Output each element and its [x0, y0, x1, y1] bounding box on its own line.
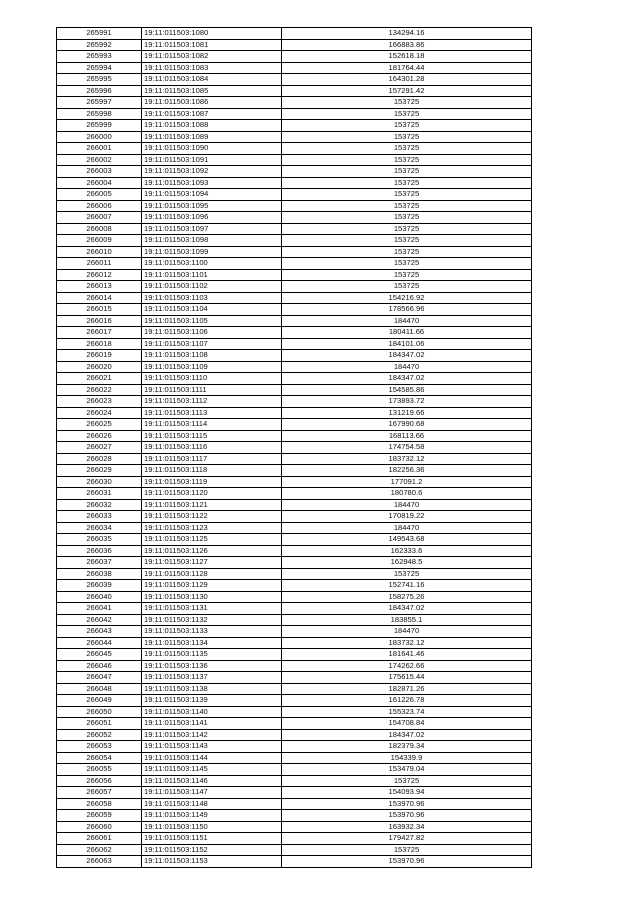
table-row	[57, 28, 532, 40]
row-id-cell: 266036	[57, 545, 142, 557]
row-id-cell: 266039	[57, 580, 142, 592]
value-cell: 153725	[282, 235, 532, 247]
row-id-cell: 266049	[57, 695, 142, 707]
table-row	[57, 51, 532, 63]
table-row	[57, 143, 532, 155]
table-row	[57, 361, 532, 373]
table-row	[57, 62, 532, 74]
cadastral-number-cell: 19:11:011503:1104	[142, 304, 282, 316]
cadastral-number-cell: 19:11:011503:1105	[142, 315, 282, 327]
table-row	[57, 637, 532, 649]
value-cell: 170819.22	[282, 511, 532, 523]
value-cell: 180411.66	[282, 327, 532, 339]
cadastral-number-cell: 19:11:011503:1136	[142, 660, 282, 672]
table-row	[57, 672, 532, 684]
value-cell: 154708.84	[282, 718, 532, 730]
row-id-cell: 266015	[57, 304, 142, 316]
value-cell: 177091.2	[282, 476, 532, 488]
row-id-cell: 266013	[57, 281, 142, 293]
value-cell: 182256.36	[282, 465, 532, 477]
row-id-cell: 266060	[57, 821, 142, 833]
value-cell: 153725	[282, 281, 532, 293]
value-cell: 154093.94	[282, 787, 532, 799]
table-row	[57, 281, 532, 293]
table-row	[57, 189, 532, 201]
cadastral-number-cell: 19:11:011503:1146	[142, 775, 282, 787]
table-row	[57, 557, 532, 569]
row-id-cell: 265998	[57, 108, 142, 120]
value-cell: 180780.6	[282, 488, 532, 500]
row-id-cell: 266034	[57, 522, 142, 534]
table-row	[57, 97, 532, 109]
value-cell: 153479.04	[282, 764, 532, 776]
cadastral-number-cell: 19:11:011503:1150	[142, 821, 282, 833]
value-cell: 174262.66	[282, 660, 532, 672]
row-id-cell: 266031	[57, 488, 142, 500]
cadastral-number-cell: 19:11:011503:1141	[142, 718, 282, 730]
value-cell: 153970.96	[282, 810, 532, 822]
value-cell: 153725	[282, 844, 532, 856]
value-cell: 153725	[282, 166, 532, 178]
table-row	[57, 396, 532, 408]
value-cell: 184347.02	[282, 373, 532, 385]
value-cell: 184470	[282, 499, 532, 511]
table-row	[57, 522, 532, 534]
cadastral-number-cell: 19:11:011503:1099	[142, 246, 282, 258]
value-cell: 184470	[282, 315, 532, 327]
table-row	[57, 246, 532, 258]
table-row	[57, 269, 532, 281]
value-cell: 184347.02	[282, 350, 532, 362]
row-id-cell: 266048	[57, 683, 142, 695]
table-row	[57, 315, 532, 327]
row-id-cell: 266007	[57, 212, 142, 224]
table-row	[57, 292, 532, 304]
table-body	[57, 28, 532, 868]
cadastral-number-cell: 19:11:011503:1137	[142, 672, 282, 684]
cadastral-number-cell: 19:11:011503:1118	[142, 465, 282, 477]
table-row	[57, 131, 532, 143]
table-row	[57, 212, 532, 224]
row-id-cell: 266061	[57, 833, 142, 845]
row-id-cell: 266038	[57, 568, 142, 580]
cadastral-number-cell: 19:11:011503:1107	[142, 338, 282, 350]
table-row	[57, 430, 532, 442]
row-id-cell: 266011	[57, 258, 142, 270]
cadastral-number-cell: 19:11:011503:1119	[142, 476, 282, 488]
table-row	[57, 488, 532, 500]
table-row	[57, 534, 532, 546]
value-cell: 168113.66	[282, 430, 532, 442]
value-cell: 153725	[282, 775, 532, 787]
value-cell: 161226.78	[282, 695, 532, 707]
row-id-cell: 266029	[57, 465, 142, 477]
table-row	[57, 499, 532, 511]
cadastral-number-cell: 19:11:011503:1123	[142, 522, 282, 534]
row-id-cell: 266018	[57, 338, 142, 350]
row-id-cell: 266024	[57, 407, 142, 419]
cadastral-number-cell: 19:11:011503:1132	[142, 614, 282, 626]
table-row	[57, 591, 532, 603]
cadastral-number-cell: 19:11:011503:1128	[142, 568, 282, 580]
table-row	[57, 649, 532, 661]
cadastral-number-cell: 19:11:011503:1152	[142, 844, 282, 856]
row-id-cell: 266008	[57, 223, 142, 235]
row-id-cell: 266035	[57, 534, 142, 546]
value-cell: 153725	[282, 246, 532, 258]
table-row	[57, 741, 532, 753]
table-row	[57, 258, 532, 270]
cadastral-number-cell: 19:11:011503:1144	[142, 752, 282, 764]
row-id-cell: 266062	[57, 844, 142, 856]
row-id-cell: 265996	[57, 85, 142, 97]
value-cell: 183855.1	[282, 614, 532, 626]
row-id-cell: 265995	[57, 74, 142, 86]
value-cell: 167990.68	[282, 419, 532, 431]
value-cell: 178566.96	[282, 304, 532, 316]
value-cell: 162948.5	[282, 557, 532, 569]
value-cell: 153725	[282, 258, 532, 270]
row-id-cell: 266056	[57, 775, 142, 787]
row-id-cell: 266021	[57, 373, 142, 385]
cadastral-number-cell: 19:11:011503:1087	[142, 108, 282, 120]
row-id-cell: 266020	[57, 361, 142, 373]
cadastral-number-cell: 19:11:011503:1122	[142, 511, 282, 523]
table-row	[57, 384, 532, 396]
cadastral-number-cell: 19:11:011503:1147	[142, 787, 282, 799]
cadastral-number-cell: 19:11:011503:1092	[142, 166, 282, 178]
cadastral-number-cell: 19:11:011503:1113	[142, 407, 282, 419]
row-id-cell: 265993	[57, 51, 142, 63]
cadastral-number-cell: 19:11:011503:1086	[142, 97, 282, 109]
cadastral-number-cell: 19:11:011503:1131	[142, 603, 282, 615]
row-id-cell: 266030	[57, 476, 142, 488]
row-id-cell: 266044	[57, 637, 142, 649]
cadastral-number-cell: 19:11:011503:1151	[142, 833, 282, 845]
value-cell: 153725	[282, 154, 532, 166]
row-id-cell: 266050	[57, 706, 142, 718]
cadastral-number-cell: 19:11:011503:1129	[142, 580, 282, 592]
table-row	[57, 419, 532, 431]
cadastral-number-cell: 19:11:011503:1109	[142, 361, 282, 373]
value-cell: 153725	[282, 97, 532, 109]
value-cell: 155323.74	[282, 706, 532, 718]
table-row	[57, 833, 532, 845]
data-table	[56, 27, 532, 868]
value-cell: 184347.02	[282, 603, 532, 615]
row-id-cell: 266023	[57, 396, 142, 408]
row-id-cell: 266004	[57, 177, 142, 189]
cadastral-number-cell: 19:11:011503:1094	[142, 189, 282, 201]
row-id-cell: 266055	[57, 764, 142, 776]
cadastral-number-cell: 19:11:011503:1082	[142, 51, 282, 63]
cadastral-number-cell: 19:11:011503:1121	[142, 499, 282, 511]
row-id-cell: 265994	[57, 62, 142, 74]
value-cell: 182871.26	[282, 683, 532, 695]
cadastral-number-cell: 19:11:011503:1143	[142, 741, 282, 753]
cadastral-number-cell: 19:11:011503:1096	[142, 212, 282, 224]
cadastral-number-cell: 19:11:011503:1138	[142, 683, 282, 695]
table-row	[57, 407, 532, 419]
value-cell: 154216.92	[282, 292, 532, 304]
cadastral-number-cell: 19:11:011503:1126	[142, 545, 282, 557]
table-row	[57, 729, 532, 741]
cadastral-number-cell: 19:11:011503:1081	[142, 39, 282, 51]
row-id-cell: 266027	[57, 442, 142, 454]
row-id-cell: 266042	[57, 614, 142, 626]
table-row	[57, 74, 532, 86]
cadastral-number-cell: 19:11:011503:1115	[142, 430, 282, 442]
value-cell: 153970.96	[282, 856, 532, 868]
row-id-cell: 266052	[57, 729, 142, 741]
row-id-cell: 266032	[57, 499, 142, 511]
table-row	[57, 810, 532, 822]
value-cell: 163932.34	[282, 821, 532, 833]
cadastral-number-cell: 19:11:011503:1134	[142, 637, 282, 649]
table-row	[57, 775, 532, 787]
table-row	[57, 154, 532, 166]
row-id-cell: 266002	[57, 154, 142, 166]
row-id-cell: 266051	[57, 718, 142, 730]
table-row	[57, 798, 532, 810]
value-cell: 152618.18	[282, 51, 532, 63]
value-cell: 153725	[282, 269, 532, 281]
value-cell: 183732.12	[282, 637, 532, 649]
cadastral-number-cell: 19:11:011503:1085	[142, 85, 282, 97]
value-cell: 183732.12	[282, 453, 532, 465]
value-cell: 182379.34	[282, 741, 532, 753]
value-cell: 131219.66	[282, 407, 532, 419]
table-row	[57, 166, 532, 178]
value-cell: 153725	[282, 568, 532, 580]
value-cell: 173893.72	[282, 396, 532, 408]
value-cell: 181641.46	[282, 649, 532, 661]
row-id-cell: 266017	[57, 327, 142, 339]
row-id-cell: 265991	[57, 28, 142, 40]
row-id-cell: 266045	[57, 649, 142, 661]
cadastral-number-cell: 19:11:011503:1116	[142, 442, 282, 454]
cadastral-number-cell: 19:11:011503:1149	[142, 810, 282, 822]
row-id-cell: 266005	[57, 189, 142, 201]
row-id-cell: 266037	[57, 557, 142, 569]
cadastral-number-cell: 19:11:011503:1088	[142, 120, 282, 132]
cadastral-number-cell: 19:11:011503:1091	[142, 154, 282, 166]
cadastral-number-cell: 19:11:011503:1145	[142, 764, 282, 776]
cadastral-number-cell: 19:11:011503:1120	[142, 488, 282, 500]
cadastral-number-cell: 19:11:011503:1127	[142, 557, 282, 569]
table-row	[57, 764, 532, 776]
row-id-cell: 266010	[57, 246, 142, 258]
row-id-cell: 266016	[57, 315, 142, 327]
row-id-cell: 266009	[57, 235, 142, 247]
cadastral-number-cell: 19:11:011503:1089	[142, 131, 282, 143]
row-id-cell: 266022	[57, 384, 142, 396]
value-cell: 153970.96	[282, 798, 532, 810]
table-row	[57, 476, 532, 488]
row-id-cell: 266047	[57, 672, 142, 684]
row-id-cell: 266046	[57, 660, 142, 672]
value-cell: 164301.28	[282, 74, 532, 86]
value-cell: 153725	[282, 108, 532, 120]
row-id-cell: 266003	[57, 166, 142, 178]
cadastral-number-cell: 19:11:011503:1098	[142, 235, 282, 247]
table-row	[57, 603, 532, 615]
cadastral-number-cell: 19:11:011503:1084	[142, 74, 282, 86]
row-id-cell: 266014	[57, 292, 142, 304]
cadastral-number-cell: 19:11:011503:1140	[142, 706, 282, 718]
value-cell: 134294.16	[282, 28, 532, 40]
cadastral-number-cell: 19:11:011503:1114	[142, 419, 282, 431]
cadastral-number-cell: 19:11:011503:1148	[142, 798, 282, 810]
value-cell: 157291.42	[282, 85, 532, 97]
cadastral-number-cell: 19:11:011503:1100	[142, 258, 282, 270]
cadastral-number-cell: 19:11:011503:1102	[142, 281, 282, 293]
table-row	[57, 373, 532, 385]
table-row	[57, 465, 532, 477]
cadastral-number-cell: 19:11:011503:1135	[142, 649, 282, 661]
table-row	[57, 821, 532, 833]
table-row	[57, 568, 532, 580]
value-cell: 154585.86	[282, 384, 532, 396]
cadastral-number-cell: 19:11:011503:1142	[142, 729, 282, 741]
table-row	[57, 706, 532, 718]
table-row	[57, 453, 532, 465]
value-cell: 153725	[282, 177, 532, 189]
table-row	[57, 442, 532, 454]
cadastral-number-cell: 19:11:011503:1110	[142, 373, 282, 385]
row-id-cell: 266033	[57, 511, 142, 523]
value-cell: 153725	[282, 200, 532, 212]
cadastral-number-cell: 19:11:011503:1117	[142, 453, 282, 465]
table-row	[57, 660, 532, 672]
table-row	[57, 718, 532, 730]
table-row	[57, 856, 532, 868]
value-cell: 184470	[282, 626, 532, 638]
value-cell: 158275.26	[282, 591, 532, 603]
cadastral-number-cell: 19:11:011503:1080	[142, 28, 282, 40]
table-row	[57, 545, 532, 557]
row-id-cell: 266012	[57, 269, 142, 281]
value-cell: 153725	[282, 212, 532, 224]
table-row	[57, 350, 532, 362]
row-id-cell: 265997	[57, 97, 142, 109]
table-row	[57, 844, 532, 856]
value-cell: 175615.44	[282, 672, 532, 684]
table-row	[57, 683, 532, 695]
table-row	[57, 626, 532, 638]
row-id-cell: 266053	[57, 741, 142, 753]
table-row	[57, 223, 532, 235]
cadastral-number-cell: 19:11:011503:1111	[142, 384, 282, 396]
row-id-cell: 266058	[57, 798, 142, 810]
cadastral-number-cell: 19:11:011503:1083	[142, 62, 282, 74]
table-row	[57, 580, 532, 592]
table-row	[57, 177, 532, 189]
value-cell: 184347.02	[282, 729, 532, 741]
row-id-cell: 266063	[57, 856, 142, 868]
table-row	[57, 120, 532, 132]
row-id-cell: 266026	[57, 430, 142, 442]
row-id-cell: 266001	[57, 143, 142, 155]
cadastral-number-cell: 19:11:011503:1095	[142, 200, 282, 212]
value-cell: 179427.82	[282, 833, 532, 845]
cadastral-number-cell: 19:11:011503:1125	[142, 534, 282, 546]
row-id-cell: 266040	[57, 591, 142, 603]
table-row	[57, 200, 532, 212]
value-cell: 184470	[282, 522, 532, 534]
cadastral-number-cell: 19:11:011503:1112	[142, 396, 282, 408]
value-cell: 162333.6	[282, 545, 532, 557]
row-id-cell: 266000	[57, 131, 142, 143]
value-cell: 153725	[282, 143, 532, 155]
cadastral-number-cell: 19:11:011503:1103	[142, 292, 282, 304]
cadastral-number-cell: 19:11:011503:1108	[142, 350, 282, 362]
row-id-cell: 265992	[57, 39, 142, 51]
row-id-cell: 266059	[57, 810, 142, 822]
table-row	[57, 614, 532, 626]
value-cell: 149543.68	[282, 534, 532, 546]
value-cell: 153725	[282, 223, 532, 235]
row-id-cell: 266028	[57, 453, 142, 465]
value-cell: 184101.06	[282, 338, 532, 350]
table-row	[57, 327, 532, 339]
cadastral-number-cell: 19:11:011503:1153	[142, 856, 282, 868]
table-row	[57, 511, 532, 523]
row-id-cell: 266041	[57, 603, 142, 615]
table-row	[57, 695, 532, 707]
value-cell: 181764.44	[282, 62, 532, 74]
value-cell: 152741.16	[282, 580, 532, 592]
cadastral-number-cell: 19:11:011503:1139	[142, 695, 282, 707]
table-row	[57, 235, 532, 247]
table-row	[57, 85, 532, 97]
value-cell: 166883.86	[282, 39, 532, 51]
value-cell: 174754.58	[282, 442, 532, 454]
table-row	[57, 39, 532, 51]
row-id-cell: 266006	[57, 200, 142, 212]
row-id-cell: 266025	[57, 419, 142, 431]
row-id-cell: 266043	[57, 626, 142, 638]
value-cell: 154339.9	[282, 752, 532, 764]
row-id-cell: 266057	[57, 787, 142, 799]
cadastral-number-cell: 19:11:011503:1090	[142, 143, 282, 155]
table-row	[57, 304, 532, 316]
cadastral-number-cell: 19:11:011503:1101	[142, 269, 282, 281]
value-cell: 153725	[282, 189, 532, 201]
table-row	[57, 787, 532, 799]
table-row	[57, 108, 532, 120]
value-cell: 184470	[282, 361, 532, 373]
value-cell: 153725	[282, 131, 532, 143]
table-row	[57, 752, 532, 764]
cadastral-number-cell: 19:11:011503:1097	[142, 223, 282, 235]
row-id-cell: 266019	[57, 350, 142, 362]
row-id-cell: 265999	[57, 120, 142, 132]
table-row	[57, 338, 532, 350]
cadastral-number-cell: 19:11:011503:1093	[142, 177, 282, 189]
value-cell: 153725	[282, 120, 532, 132]
cadastral-number-cell: 19:11:011503:1130	[142, 591, 282, 603]
cadastral-number-cell: 19:11:011503:1133	[142, 626, 282, 638]
row-id-cell: 266054	[57, 752, 142, 764]
cadastral-number-cell: 19:11:011503:1106	[142, 327, 282, 339]
